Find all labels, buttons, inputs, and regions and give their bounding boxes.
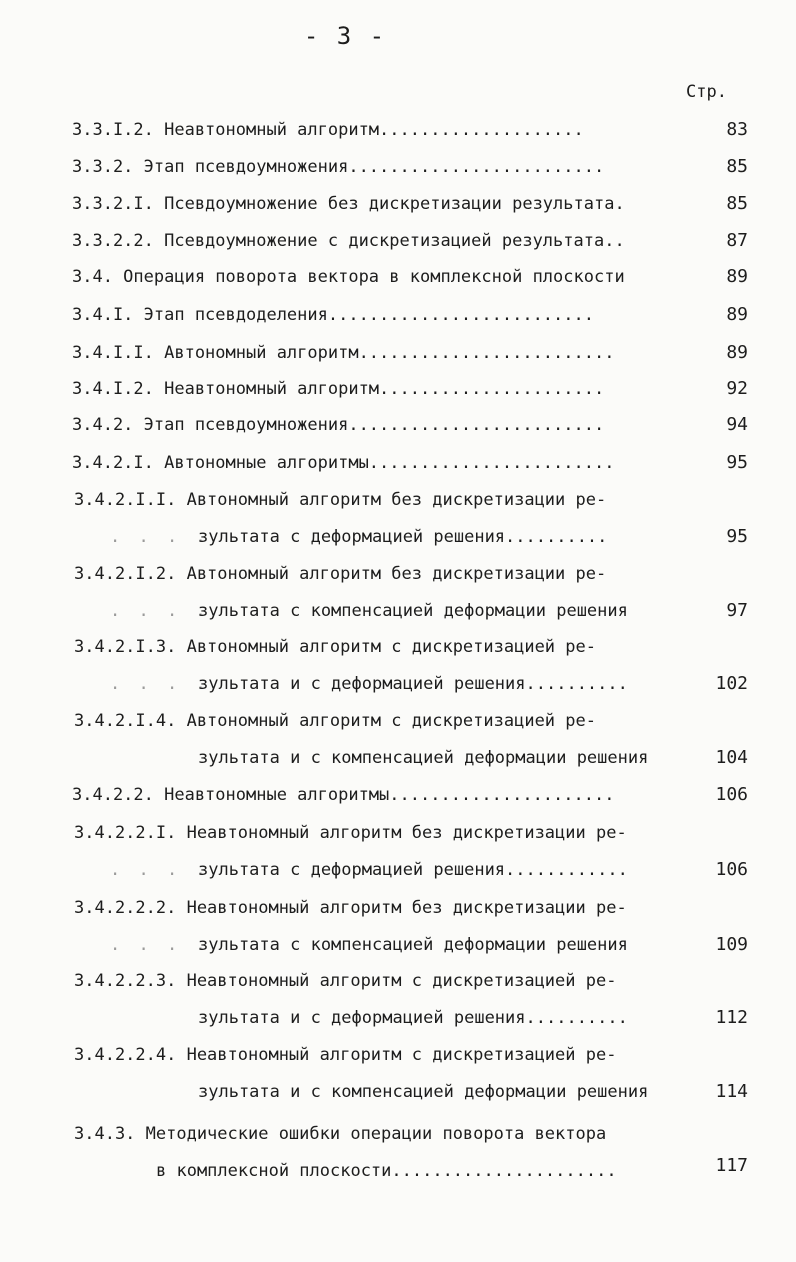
leader-dots: . . . . [110,601,210,621]
leader-dots: . . . . [110,860,210,880]
toc-entry-title-cont: зультата и с деформацией решения.......... [198,1008,628,1028]
toc-entry-page: 85 [726,193,748,214]
toc-entry-title: 3.4.2.I.3. Автономный алгоритм с дискретизацией ре- [74,637,596,657]
toc-entry-page: 106 [715,859,748,880]
toc-entry-title: 3.3.2. Этап псевдоумножения......................... [72,157,605,177]
toc-entry-page: 89 [726,304,748,325]
leader-dots: . . . . [110,527,210,547]
toc-entry-title: 3.4.2.I.4. Автономный алгоритм с дискретизацией ре- [74,711,596,731]
toc-entry-page: 109 [715,934,748,955]
toc-entry-title: 3.3.I.2. Неавтономный алгоритм.................... [72,120,584,140]
toc-entry [0,968,796,1030]
toc-entry-title: 3.4.2.I.2. Автономный алгоритм без дискретизации ре- [74,564,607,584]
toc-entry-title-cont: зультата с деформацией решения.......... [198,527,608,547]
toc-entry-page: 89 [726,342,748,363]
toc-entry-title: 3.4.2.2.I. Неавтономный алгоритм без дискретизации ре- [74,823,627,843]
toc-entry-title: 3.4.2.2. Неавтономные алгоритмы...................... [72,785,615,805]
toc-entry-title-cont: зультата и с деформацией решения.......... [198,674,628,694]
toc-entry-page: 94 [726,414,748,435]
toc-entry-title: 3.4.I. Этап псевдоделения.......................... [72,305,594,325]
toc-entry-title: 3.3.2.I. Псевдоумножение без дискретизации результата. [72,194,625,214]
toc-entry [0,228,796,254]
toc-entry [0,634,796,696]
toc-entry-title-cont: в комплексной плоскости...................... [156,1161,617,1181]
toc-entry-title: 3.3.2.2. Псевдоумножение с дискретизацией результата.. [72,231,625,251]
toc-entry-page: 114 [715,1081,748,1102]
toc-entry-page: 97 [726,600,748,621]
toc-entry [0,487,796,549]
toc-entry-title: 3.4.3. Методические ошибки операции поворота вектора [74,1124,607,1144]
leader-dots: . . . . [110,674,210,694]
toc-entry-title: 3.4.I.2. Неавтономный алгоритм...................... [72,379,605,399]
toc-entry-page: 117 [715,1155,748,1176]
toc-entry-title: 3.4.2.2.2. Неавтономный алгоритм без дискретизации ре- [74,898,627,918]
toc-entry [0,895,796,957]
toc-entry [0,117,796,143]
toc-entry-title: 3.4. Операция поворота вектора в комплексной плоскости [72,267,625,287]
toc-entry-page: 87 [726,230,748,251]
toc-entry [0,154,796,180]
toc-entry-page: 89 [726,266,748,287]
toc-entry-page: 83 [726,119,748,140]
toc-entry-title-cont: зультата и с компенсацией деформации решения [198,748,649,768]
toc-entry-page: 92 [726,378,748,399]
toc-entry-page: 95 [726,452,748,473]
toc-entry [0,782,796,808]
toc-entry-title-cont: зультата и с компенсацией деформации решения [198,1082,649,1102]
toc-entry [0,264,796,290]
toc-entry-title: 3.4.2.2.4. Неавтономный алгоритм с дискретизацией ре- [74,1045,617,1065]
toc-entry [0,302,796,328]
toc-entry-page: 106 [715,784,748,805]
toc-entry-page: 95 [726,526,748,547]
toc-entry [0,1121,796,1183]
toc-entry [0,561,796,623]
toc-entry-title: 3.4.2. Этап псевдоумножения......................... [72,415,605,435]
toc-entry-page: 85 [726,156,748,177]
toc-entry [0,191,796,217]
toc-entry [0,340,796,366]
toc-entry-title: 3.4.2.I. Автономные алгоритмы........................ [72,453,615,473]
toc-entry-title-cont: зультата с компенсацией деформации решения [198,935,628,955]
toc-entry [0,450,796,476]
toc-entry-title-cont: зультата с компенсацией деформации решения [198,601,628,621]
toc-entry-page: 104 [715,747,748,768]
toc-entry [0,708,796,770]
toc-entry [0,412,796,438]
leader-dots: . . . . [110,935,210,955]
page-number: - 3 - [303,22,387,50]
toc-entry-title: 3.4.I.I. Автономный алгоритм......................... [72,343,615,363]
toc-entry-title-cont: зультата с деформацией решения............ [198,860,628,880]
toc-entry [0,1042,796,1104]
toc-entry [0,376,796,402]
toc-entry-title: 3.4.2.I.I. Автономный алгоритм без дискретизации ре- [74,490,607,510]
toc-entry [0,820,796,882]
toc-entry-page: 102 [715,673,748,694]
toc-entry-page: 112 [715,1007,748,1028]
toc-entry-title: 3.4.2.2.3. Неавтономный алгоритм с дискретизацией ре- [74,971,617,991]
page-column-label: Стр. [686,82,727,102]
